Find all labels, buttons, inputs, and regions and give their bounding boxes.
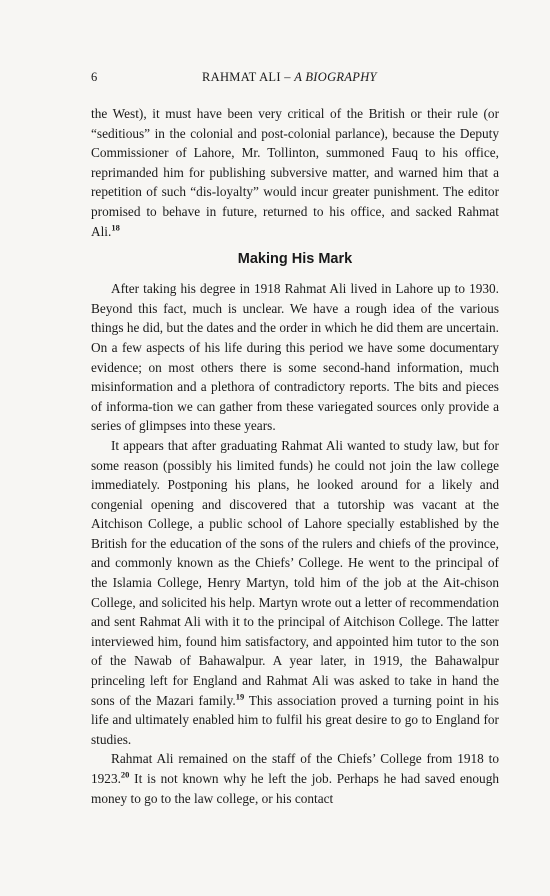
running-head <box>91 70 500 88</box>
body-text <box>91 104 499 808</box>
book-subtitle: A BIOGRAPHY <box>294 70 377 84</box>
paragraph <box>91 104 499 241</box>
paragraph-text: This association proved a turning point in his life and ultimately enabled him to fulfil his great desire to go to England for studies. <box>91 692 499 747</box>
footnote-marker: 19 <box>235 691 245 702</box>
paragraph <box>91 279 499 436</box>
footnote-marker: 18 <box>111 222 120 233</box>
paragraph-text: After taking his degree in 1918 Rahmat Ali lived in Lahore up to 1930. Beyond this fact, much is unclear. We have a rough idea of the various things he did, but the dates and the order in which he did them are uncertain. On a few aspects of his life during this period we have some documentary evidence; on most others there is some second-hand information, much misinformation and a plethora of contradictory reports. The bits and pieces of informa-tion we can gather from these variegated sources only provide a series of glimpses into these years. <box>91 281 499 434</box>
running-title <box>202 70 377 85</box>
paragraph <box>91 749 499 808</box>
page-number: 6 <box>91 70 98 84</box>
book-title: RAHMAT ALI <box>202 70 281 84</box>
section-heading: Making His Mark <box>237 251 353 268</box>
paragraph-text: It is not known why he left the job. Perhaps he had saved enough money to go to the law college, or his contact <box>91 771 499 806</box>
paragraph-text: the West), it must have been very critical of the British or their rule (or “seditious” in the colonial and post-colonial parlance), because the Deputy Commissioner of Lahore, Mr. Tollinton, summoned Fauq to his office, reprimanded him for publishing subversive matter, and warned him that a repetition of such “dis-loyalty” would incur greater punishment. The editor promised to behave in future, returned to his office, and sacked Rahmat Ali. <box>91 106 499 239</box>
title-separator: – <box>280 70 295 84</box>
footnote-marker: 20 <box>120 769 130 780</box>
paragraph-text: Rahmat Ali remained on the staff of the Chiefs’ College from 1918 to 1923. <box>91 751 499 786</box>
paragraph <box>91 436 499 750</box>
paragraph-text: It appears that after graduating Rahmat Ali wanted to study law, but for some reason (possibly his limited funds) he could not join the law college immediately. Postponing his plans, he looked around for a likely and congenial opening and discovered that a tutorship was vacant at the Aitchison College, a public school of Lahore specially established by the British for the education of the sons of the rulers and chiefs of the province, and commonly known as the Chiefs’ College. He went to the principal of the Islamia College, Henry Martyn, told him of the job at the Ait-chison College, and solicited his help. Martyn wrote out a letter of recommendation and sent Rahmat Ali with it to the principal of Aitchison College. The latter interviewed him, found him satisfactory, and appointed him tutor to the son of the Nawab of Bahawalpur. A year later, in 1919, the Bahawalpur princeling left for England and Rahmat Ali was asked to take in hand the sons of the Mazari family. <box>91 437 499 708</box>
